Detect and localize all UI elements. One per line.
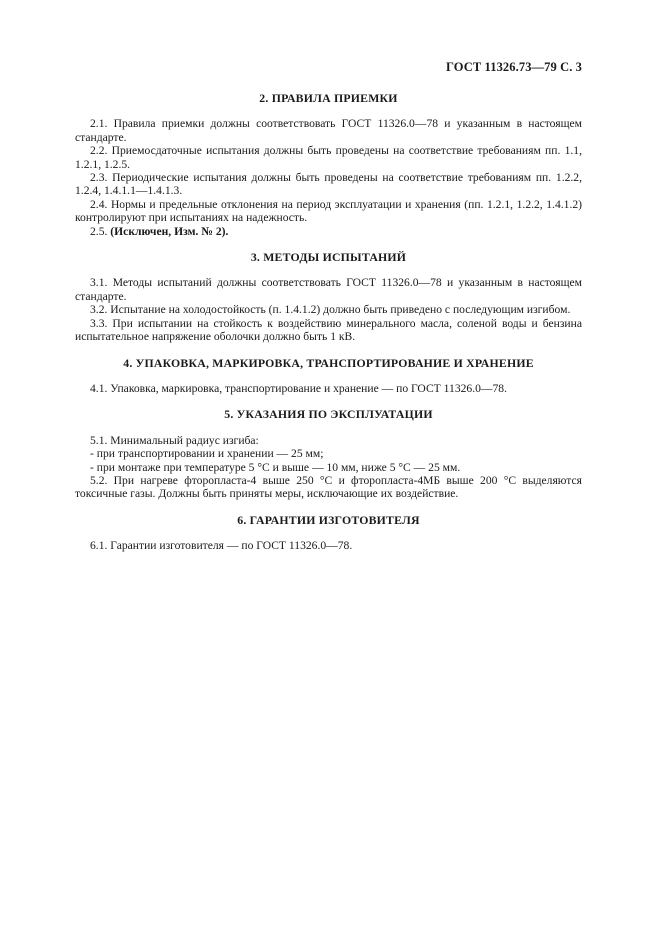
paragraph: 2.1. Правила приемки должны соответствовать ГОСТ 11326.0—78 и указанным в настоящем стандарте.: [75, 117, 582, 144]
paragraph: 3.2. Испытание на холодостойкость (п. 1.4.1.2) должно быть приведено с последующим изгибом.: [90, 303, 571, 317]
paragraph: 2.2. Приемосдаточные испытания должны быть проведены на соответствие требованиям пп. 1.1, 1.2.1, 1.2.5.: [75, 144, 582, 171]
section-title: 5. УКАЗАНИЯ ПО ЭКСПЛУАТАЦИИ: [224, 407, 433, 422]
paragraph: 4.1. Упаковка, маркировка, транспортирование и хранение — по ГОСТ 11326.0—78.: [90, 381, 507, 395]
section-title: 4. УПАКОВКА, МАРКИРОВКА, ТРАНСПОРТИРОВАНИЕ И ХРАНЕНИЕ: [123, 355, 534, 370]
document-body: [75, 92, 582, 566]
paragraph: 3.1. Методы испытаний должны соответствовать ГОСТ 11326.0—78 и указанным в настоящем стандарте.: [75, 276, 582, 303]
section-operation: [75, 408, 582, 500]
paragraph: 2.4. Нормы и предельные отклонения на период эксплуатации и хранения (пп. 1.2.1, 1.2.2, 1.4.1.2) контролируют при испытаниях на надежность.: [75, 197, 582, 225]
section-title: 2. ПРАВИЛА ПРИЕМКИ: [259, 91, 398, 105]
list-item: - при монтаже при температуре 5 °С и выше — 10 мм, ниже 5 °С — 25 мм.: [90, 460, 461, 474]
paragraph: 3.3. При испытании на стойкость к воздействию минерального масла, соленой воды и бензина испытательное напряжение оболочки должно быть 1 кВ.: [75, 316, 582, 344]
section-title: 6. ГАРАНТИИ ИЗГОТОВИТЕЛЯ: [237, 512, 420, 527]
section-packaging: [75, 357, 582, 396]
paragraph: 5.2. При нагреве фторопласта-4 выше 250 °С и фторопласта-4МБ выше 200 °С выделяются токсичные газы. Должны быть приняты меры, исключающие их воздействие.: [75, 473, 582, 501]
paragraph: 2.3. Периодические испытания должны быть проведены на соответствие требованиям пп. 1.2.2, 1.2.4, 1.4.1.1—1.4.1.3.: [75, 171, 582, 198]
paragraph-number: 2.5.: [90, 224, 108, 238]
list-item: - при транспортировании и хранении — 25 мм;: [90, 447, 324, 461]
section-test-methods: [75, 251, 582, 343]
paragraph: 5.1. Минимальный радиус изгиба:: [90, 433, 259, 447]
section-acceptance-rules: [75, 92, 582, 238]
section-title: 3. МЕТОДЫ ИСПЫТАНИЙ: [250, 250, 407, 265]
page-header: ГОСТ 11326.73—79 С. 3: [446, 60, 582, 74]
paragraph: 6.1. Гарантии изготовителя — по ГОСТ 11326.0—78.: [90, 539, 353, 553]
excluded-note: (Исключен, Изм. № 2).: [110, 224, 229, 238]
section-warranty: [75, 514, 582, 553]
paragraph: [75, 225, 582, 238]
